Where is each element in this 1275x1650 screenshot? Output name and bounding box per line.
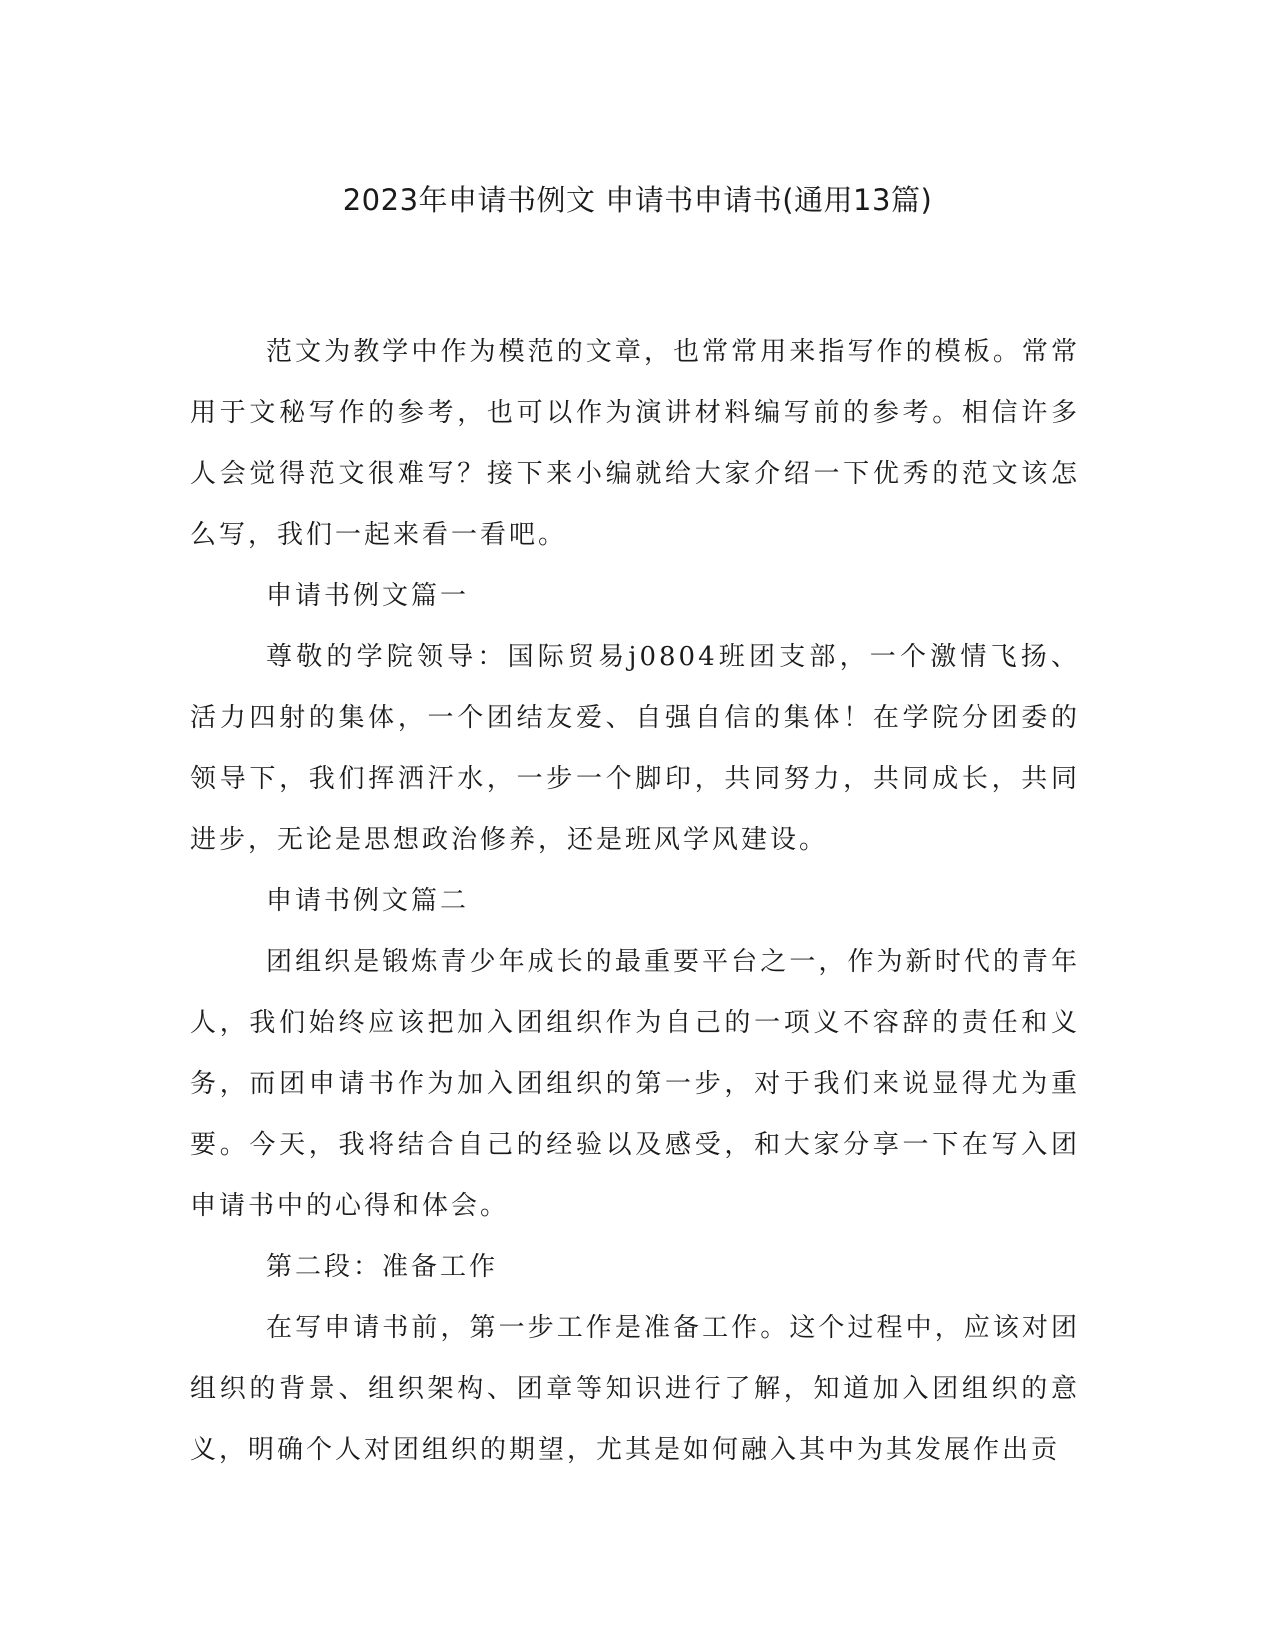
preparation-paragraph: 在写申请书前，第一步工作是准备工作。这个过程中，应该对团组织的背景、组织架构、团章等知识进行了解，知道加入团组织的意义，明确个人对团组织的期望，尤其是如何融入其中为其发展作出贡 xyxy=(190,1313,1080,1465)
example-one-paragraph: 尊敬的学院领导：国际贸易j0804班团支部，一个激情飞扬、活力四射的集体，一个团结友爱、自强自信的集体！在学院分团委的领导下，我们挥洒汗水，一步一个脚印，共同努力，共同成长，共同进步，无论是思想政治修养，还是班风学风建设。 xyxy=(190,642,1080,855)
document-body xyxy=(190,322,1080,1481)
intro-paragraph: 范文为教学中作为模范的文章，也常常用来指写作的模板。常常用于文秘写作的参考，也可以作为演讲材料编写前的参考。相信许多人会觉得范文很难写？接下来小编就给大家介绍一下优秀的范文该怎么写，我们一起来看一看吧。 xyxy=(190,337,1080,550)
document-title: 2023年申请书例文 申请书申请书(通用13篇) xyxy=(342,183,933,217)
section-heading-preparation: 第二段：准备工作 xyxy=(266,1252,499,1282)
section-heading-example-one: 申请书例文篇一 xyxy=(266,581,470,611)
example-two-paragraph: 团组织是锻炼青少年成长的最重要平台之一，作为新时代的青年人，我们始终应该把加入团组织作为自己的一项义不容辞的责任和义务，而团申请书作为加入团组织的第一步，对于我们来说显得尤为重要。今天，我将结合自己的经验以及感受，和大家分享一下在写入团申请书中的心得和体会。 xyxy=(190,947,1080,1221)
section-heading-example-two: 申请书例文篇二 xyxy=(266,886,470,916)
